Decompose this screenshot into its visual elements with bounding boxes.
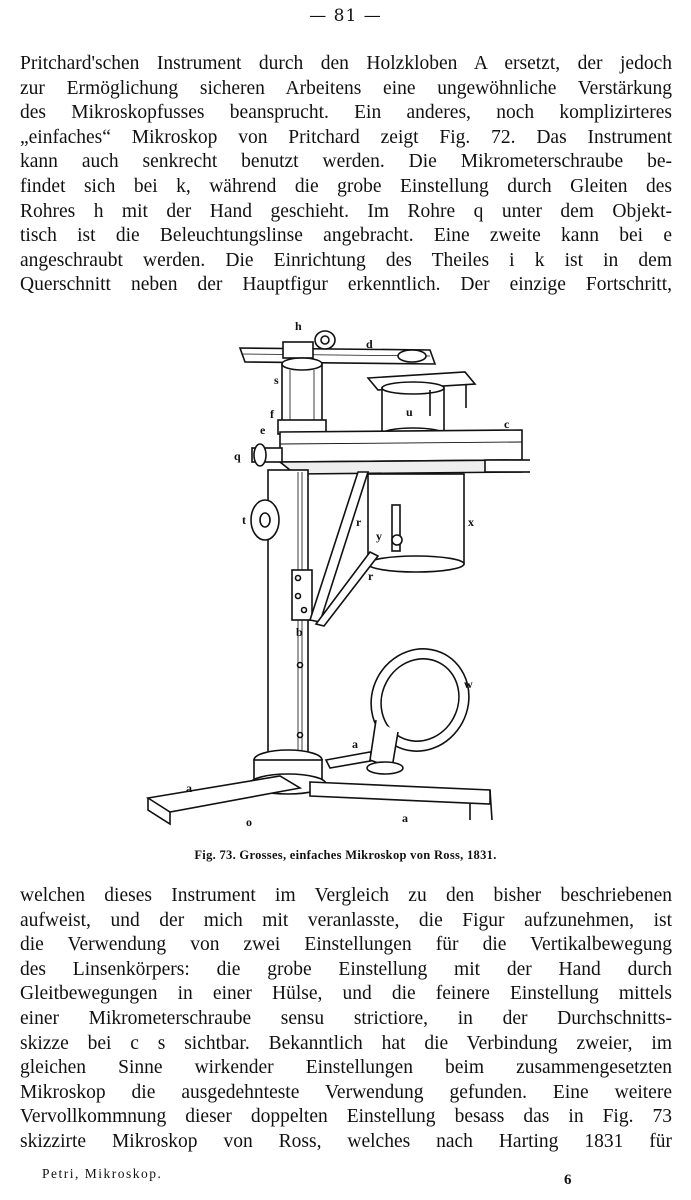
- text-line: findet sich bei k, während die grobe Einstellung durch Gleiten des: [20, 175, 672, 197]
- paragraph-bottom: [20, 884, 672, 1155]
- text-line: Mikroskop die ausgedehnteste Verwendung gefunden. Eine weitere: [20, 1081, 672, 1103]
- paragraph-top: [20, 52, 672, 298]
- text-line: gleichen Sinne wirkender Einstellungen beim zusammengesetzten: [20, 1057, 672, 1079]
- text-line: kann auch senkrecht benutzt werden. Die Mikrometerschraube be-: [20, 151, 672, 173]
- text-line: des Linsenkörpers: die grobe Einstellung mit der Hand durch: [20, 958, 672, 980]
- figure-label: b: [296, 625, 303, 639]
- text-line: Vervollkommnung dieser doppelten Einstellung besass das in Fig. 73: [20, 1106, 672, 1128]
- microscope-illustration: [130, 320, 530, 835]
- text-line: Rohres h mit der Hand geschieht. Im Rohre q unter dem Objekt-: [20, 200, 672, 222]
- text-line: „einfaches“ Mikroskop von Pritchard zeigt Fig. 72. Das Instrument: [20, 126, 672, 148]
- figure-label: a: [402, 811, 408, 825]
- figure-label: o: [246, 815, 252, 829]
- figure-label: f: [270, 407, 274, 421]
- text-line: einer Mikrometerschraube sensu strictiore, in der Durchschnitts-: [20, 1007, 672, 1029]
- page-number: — 81 —: [309, 6, 382, 26]
- text-line: welchen dieses Instrument im Vergleich zu den bisher beschriebenen: [20, 885, 672, 906]
- figure-label: y: [376, 529, 382, 543]
- figure-label: s: [274, 373, 279, 387]
- figure-label: a: [352, 737, 358, 751]
- text-line: aufweist, und der mich mit veranlasste, die Figur aufzunehmen, ist: [20, 909, 672, 931]
- text-line: Gleitbewegungen in einer Hülse, und die feinere Einstellung mittels: [20, 983, 672, 1005]
- text-line: angeschraubt werden. Die Einrichtung des Theiles i k ist in dem: [20, 249, 672, 271]
- sheet-number: 6: [564, 1172, 572, 1188]
- figure-label: w: [464, 677, 473, 691]
- figure-label: t: [242, 513, 246, 527]
- figure-label: c: [504, 417, 510, 431]
- figure-label: h: [295, 320, 302, 333]
- text-line: skizze bei c s sichtbar. Bekanntlich hat die Verbindung zweier, im: [20, 1032, 672, 1054]
- text-line: Querschnitt neben der Hauptfigur erkenntlich. Der einzige Fortschritt,: [20, 274, 672, 296]
- figure-label: r: [368, 569, 374, 583]
- figure-label: d: [366, 337, 373, 351]
- text-line: tisch ist die Beleuchtungslinse angebracht. Eine zweite kann bei e: [20, 225, 672, 247]
- figure-label: a: [186, 781, 192, 795]
- figure-caption: Fig. 73. Grosses, einfaches Mikroskop von Ross, 1831.: [194, 848, 497, 862]
- text-line: die Verwendung von zwei Einstellungen für die Vertikalbewegung: [20, 934, 672, 956]
- figure-label: u: [406, 405, 413, 419]
- figure-label: q: [234, 449, 241, 463]
- text-line: skizzirte Mikroskop von Ross, welches nach Harting 1831 für: [20, 1130, 672, 1152]
- footer-signature: Petri, Mikroskop.: [42, 1166, 163, 1181]
- text-line: zur Ermöglichung sicheren Arbeitens eine ungewöhnliche Verstärkung: [20, 77, 672, 99]
- figure-label: e: [260, 423, 266, 437]
- text-line: Pritchard'schen Instrument durch den Holzkloben A ersetzt, der jedoch: [20, 53, 672, 74]
- figure-label: r: [356, 515, 362, 529]
- figure-label: x: [468, 515, 474, 529]
- text-line: des Mikroskopfusses beansprucht. Ein anderes, noch komplizirteres: [20, 102, 672, 124]
